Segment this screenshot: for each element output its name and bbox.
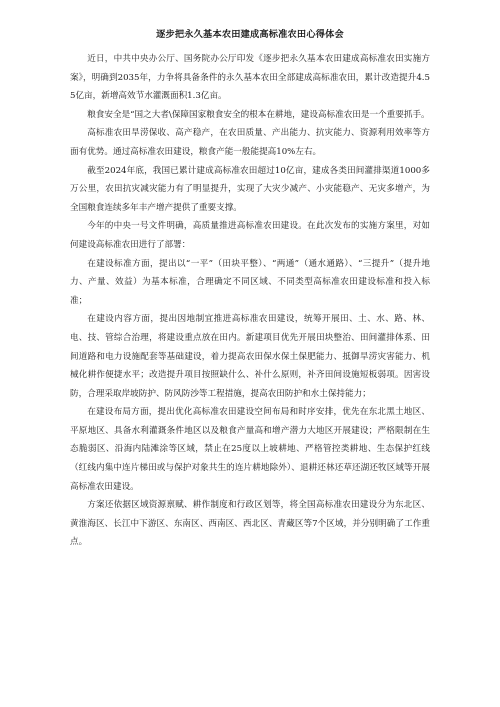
paragraph-advantages: 高标准农田旱涝保收、高产稳产，在农田质量、产出能力、抗灾能力、资源利用效率等方面有优势。通过高标准农田建设，粮食产能一般能提高10%左右。 (70, 128, 430, 157)
paragraph-food-security: 粮食安全是“国之大者\保障国家粮食安全的根本在耕地，建设高标准农田是一个重要抓手。 (87, 109, 430, 120)
paragraph-content: 在建设内容方面，提出因地制宜推进高标准农田建设，统筹开展田、土、水、路、林、电、技、管综合治理，将建设重点放在田内。新建项目优先开展田块整治、田间灌排体系、田间道路和电力设施配套等基础建设，着力提高农田保水保土保肥能力、抵御旱涝灾害能力、机械化耕作便捷水平；改造提升项目按照缺什么、补什么原则，补齐田间设施短板弱项。因害设防，合理采取岸坡防护、防风防沙等工程措施，提高农田防护和水土保持能力； (70, 314, 430, 399)
document-title: 逐步把永久基本农田建成高标准农田心得体会 (156, 29, 344, 40)
paragraph-standards: 在建设标准方面，提出以“一平”（田块平整）、“两通”（通水通路）、“三提升”（提升地力、产量、效益）为基本标准，合理确定不同区域、不同类型高标准农田建设标准和投入标准； (70, 258, 430, 306)
document-page (70, 28, 430, 552)
paragraph-regions: 方案还依据区域资源禀赋、耕作制度和行政区划等，将全国高标准农田建设分为东北区、黄淮海区、长江中下游区、东南区、西南区、西北区、青藏区等7个区域，并分别明确了工作重点。 (70, 500, 430, 548)
paragraph-intro: 近日，中共中央办公厅、国务院办公厅印发《逐步把永久基本农田建成高标准农田实施方案》，明确到2035年，力争将具备条件的永久基本农田全部建成高标准农田，累计改造提升4.55亿亩，新增高效节水灌溉面积1.3亿亩。 (70, 54, 430, 102)
paragraph-layout: 在建设布局方面，提出优化高标准农田建设空间布局和时序安排，优先在东北黑土地区、平原地区、具备水利灌溉条件地区以及粮食产量高和增产潜力大地区开展建设；严格限制在生态脆弱区、沿海内陆滩涂等区域，禁止在25度以上坡耕地、严格管控类耕地、生态保护红线（红线内集中连片梯田或与保护对象共生的连片耕地除外）、退耕还林还草还湖还牧区域等开展高标准农田建设。 (70, 407, 430, 492)
paragraph-deployment: 今年的中央一号文件明确，高质量推进高标准农田建设。在此次发布的实施方案里，对如何建设高标准农田进行了部署： (70, 221, 430, 250)
paragraph-achievements: 截至2024年底，我国已累计建成高标准农田超过10亿亩，建成各类田间灌排渠道1000多万公里，农田抗灾减灾能力有了明显提升，实现了大灾少减产、小灾能稳产、无灾多增产，为全国粮食连续多年丰产增产提供了重要支撑。 (70, 165, 430, 213)
